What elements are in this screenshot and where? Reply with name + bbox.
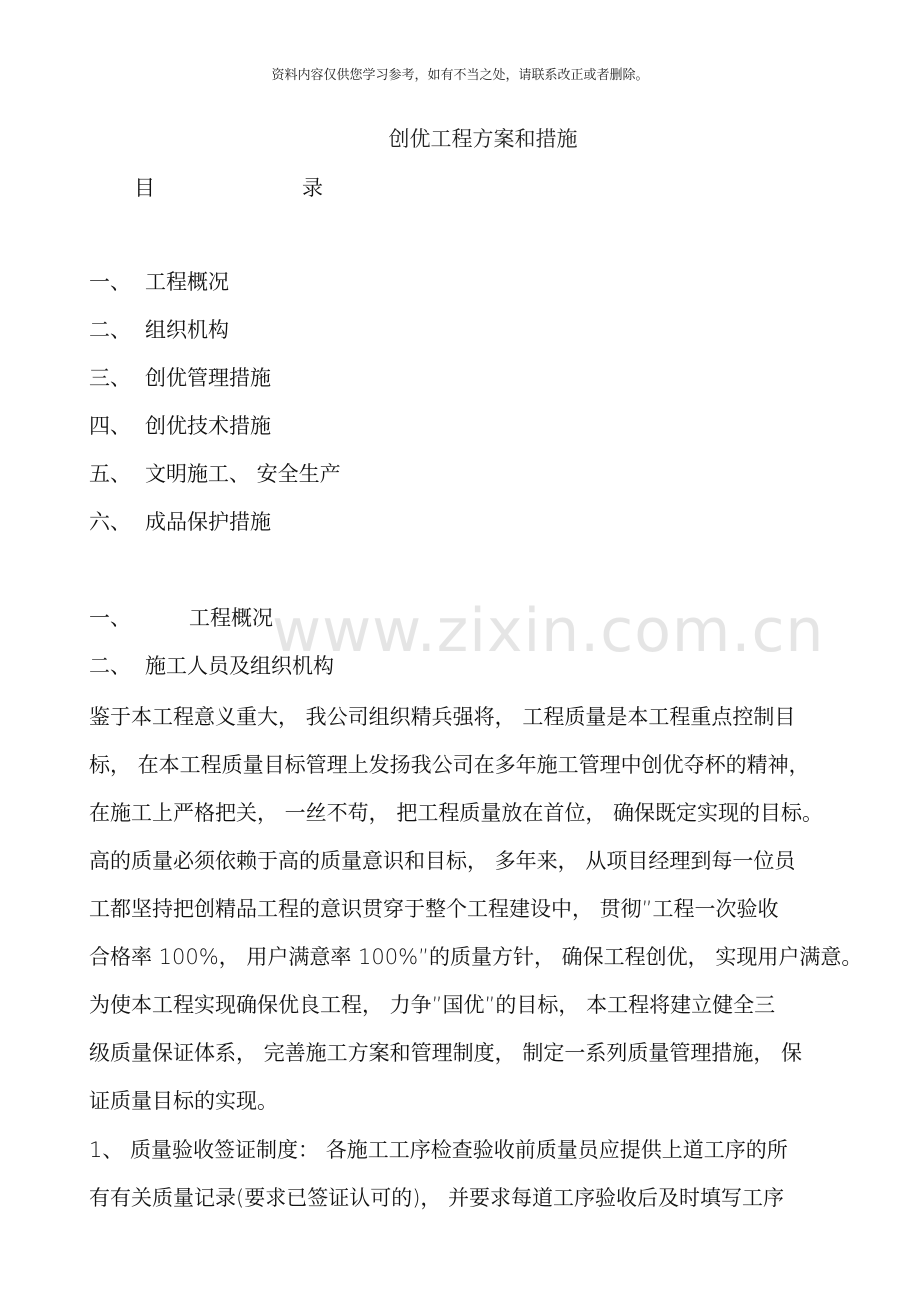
body-paragraph bbox=[89, 1126, 869, 1222]
toc-item bbox=[89, 267, 229, 297]
toc-item bbox=[89, 315, 229, 345]
paragraph-line: 合格率 100%， 用户满意率 100%”的质量方针， 确保工程创优， 实现用户满意。 bbox=[89, 945, 863, 969]
toc-item-number: 一、 bbox=[89, 270, 131, 294]
paragraph-line: 有有关质量记录(要求已签证认可的)， 并要求每道工序验收后及时填写工序 bbox=[89, 1186, 785, 1210]
toc-item-number: 四、 bbox=[89, 414, 131, 438]
paragraph-line: 级质量保证体系， 完善施工方案和管理制度， 制定一系列质量管理措施， 保 bbox=[89, 1041, 803, 1065]
toc-item bbox=[89, 459, 341, 489]
section-heading bbox=[89, 603, 273, 633]
paragraph-line: 在施工上严格把关， 一丝不苟， 把工程质量放在首位， 确保既定实现的目标。 bbox=[89, 801, 824, 825]
toc-item bbox=[89, 411, 271, 441]
paragraph-line: 为使本工程实现确保优良工程， 力争”国优”的目标， 本工程将建立健全三 bbox=[89, 993, 776, 1017]
paragraph-line: 证质量目标的实现。 bbox=[89, 1089, 278, 1113]
section-label: 施工人员及组织机构 bbox=[145, 654, 334, 678]
toc-item-label: 创优管理措施 bbox=[145, 366, 271, 390]
section-label: 工程概况 bbox=[189, 606, 273, 630]
toc-item-label: 工程概况 bbox=[145, 270, 229, 294]
paragraph-line: 高的质量必须依赖于高的质量意识和目标， 多年来， 从项目经理到每一位员 bbox=[89, 849, 796, 873]
disclaimer-header: 资料内容仅供您学习参考，如有不当之处，请联系改正或者删除。 bbox=[271, 68, 649, 83]
toc-item-label: 成品保护措施 bbox=[145, 510, 271, 534]
toc-item-number: 三、 bbox=[89, 366, 131, 390]
toc-item-number: 六、 bbox=[89, 510, 131, 534]
watermark: www.zixin.com.cn bbox=[272, 596, 825, 666]
paragraph-line: 鉴于本工程意义重大， 我公司组织精兵强将， 工程质量是本工程重点控制目 bbox=[89, 705, 796, 729]
paragraph-line: 工都坚持把创精品工程的意识贯穿于整个工程建设中， 贯彻”工程一次验收 bbox=[89, 897, 779, 921]
toc-item-number: 五、 bbox=[89, 462, 131, 486]
toc-item-label: 创优技术措施 bbox=[145, 414, 271, 438]
toc-heading-char-1: 目 bbox=[134, 176, 155, 200]
section-number: 二、 bbox=[89, 654, 131, 678]
toc-item bbox=[89, 507, 271, 537]
section-heading bbox=[89, 651, 334, 681]
body-paragraph bbox=[89, 693, 869, 1125]
toc-item-number: 二、 bbox=[89, 318, 131, 342]
toc-heading-char-2: 录 bbox=[302, 176, 323, 200]
document-title: 创优工程方案和措施 bbox=[388, 127, 578, 151]
paragraph-line: 标， 在本工程质量目标管理上发扬我公司在多年施工管理中创优夺杯的精神， bbox=[89, 753, 810, 777]
toc-item-label: 文明施工、 安全生产 bbox=[145, 462, 341, 486]
toc-item bbox=[89, 363, 271, 393]
section-number: 一、 bbox=[89, 606, 131, 630]
paragraph-line: 1、 质量验收签证制度： 各施工工序检查验收前质量员应提供上道工序的所 bbox=[89, 1138, 788, 1162]
toc-item-label: 组织机构 bbox=[145, 318, 229, 342]
